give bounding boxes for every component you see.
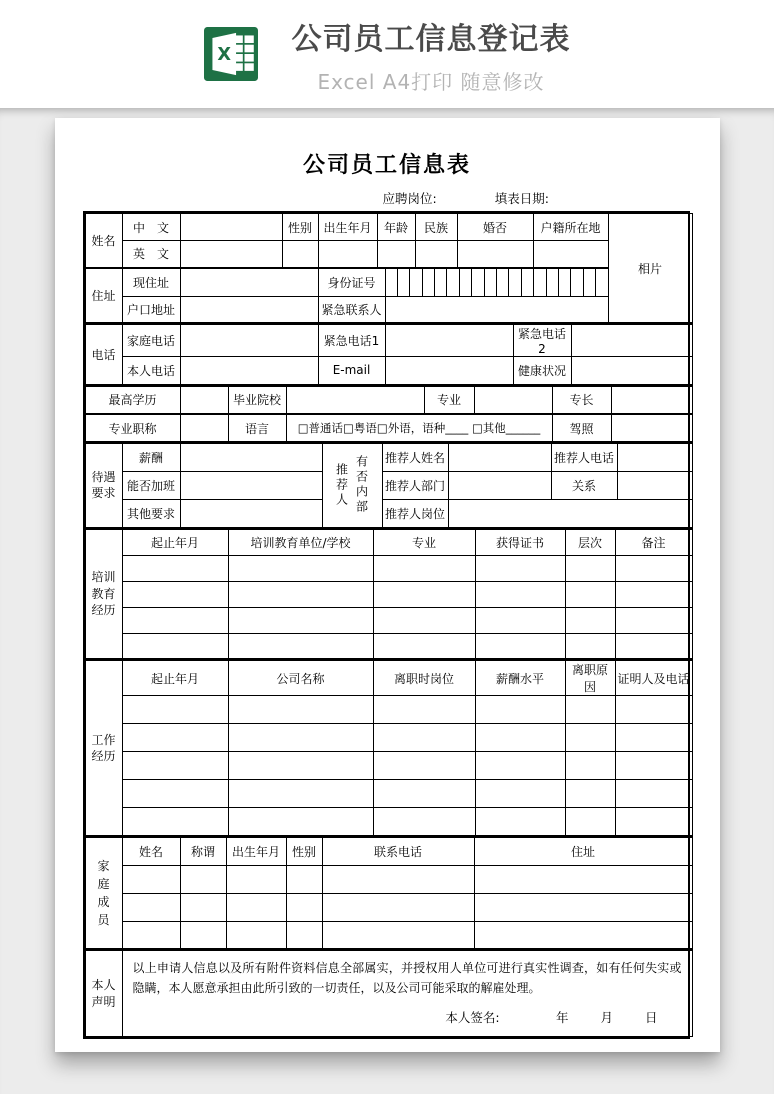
month-label: 月 [600,1009,613,1025]
work-empty-row [85,808,692,836]
work-empty-row [85,780,692,808]
id-digit-box [558,269,570,296]
work-empty-row [85,724,692,752]
label-address-group: 住址 [85,268,122,324]
blank-major [474,386,552,414]
blank-driver-license [611,414,692,442]
label-birth: 出生年月 [318,214,377,241]
section-name-address [85,213,693,324]
photo-cell: 相片 [608,214,692,324]
blank-school [286,386,424,414]
label-professional-title: 专业职称 [85,414,180,442]
label-school: 毕业院校 [228,386,286,414]
label-emergency-phone1: 紧急电话1 [318,325,385,357]
year-label: 年 [555,1009,569,1025]
family-header-relation: 称谓 [180,837,226,865]
id-digit-box [496,269,508,296]
label-registry: 户籍所在地 [533,214,608,241]
a4-page [55,118,720,1052]
label-home-phone: 家庭电话 [122,325,180,357]
blank-referrer-dept [448,472,551,500]
blank-emergency-phone1 [385,325,513,357]
work-header-reason: 离职原因 [565,661,615,696]
signature-row [133,1008,682,1026]
section-declaration [85,950,693,1037]
work-header-reference: 证明人及电话 [615,661,692,696]
label-gender: 性别 [282,214,318,241]
training-header-cert: 获得证书 [475,529,565,555]
id-digit-box [533,269,545,296]
blank-home-phone [180,325,318,357]
form-title: 公司员工信息表 [302,153,471,178]
training-empty-row [85,555,692,581]
family-empty-row [85,921,692,949]
blank-health [571,357,692,385]
family-header-phone: 联系电话 [322,837,474,865]
blank-relation [617,472,692,500]
label-married: 婚否 [457,214,533,241]
label-referrer-dept: 推荐人部门 [382,472,448,500]
section-family [85,837,693,951]
excel-icon [204,27,258,81]
label-training-group: 培训教育经历 [85,529,122,659]
section-training [85,529,693,661]
training-empty-row [85,581,692,607]
label-health: 健康状况 [513,357,571,385]
label-work-group: 工作经历 [85,661,122,836]
label-major: 专业 [424,386,474,414]
training-header-school: 培训教育单位/学校 [228,529,373,555]
blank-other-requirement [180,500,322,528]
id-number-boxes [386,269,608,296]
meta-row [83,189,692,207]
label-referrer-phone: 推荐人电话 [551,444,617,472]
label-name-cn: 中 文 [122,214,180,241]
excel-icon-letter: X [216,44,231,65]
section-expectation [85,443,693,529]
label-referrer [322,444,382,528]
employee-form-table [83,211,690,1039]
label-ethnic: 民族 [415,214,457,241]
blank-birth [318,241,377,268]
label-referrer-post: 推荐人岗位 [382,500,448,528]
id-digit-box [484,269,496,296]
signature-label: 本人签名: [445,1009,500,1025]
label-emergency-contact: 紧急联系人 [318,296,385,323]
label-driver-license: 驾照 [552,414,611,442]
family-header-name: 姓名 [122,837,180,865]
section-education [85,386,693,444]
id-digit-box [386,269,397,296]
language-options: □普通话□粤语□外语，语种____ □其他______ [286,414,552,442]
work-header-salary: 薪酬水平 [475,661,565,696]
label-name-group: 姓名 [85,214,122,268]
blank-email [385,357,513,385]
blank-highest-education [180,386,228,414]
label-referrer-name: 推荐人姓名 [382,444,448,472]
label-phone-group: 电话 [85,325,122,385]
label-email: E-mail [318,357,385,385]
blank-emergency-contact [385,296,608,323]
label-hukou-address: 户口地址 [122,296,180,323]
label-specialty: 专长 [552,386,611,414]
blank-hukou-address [180,296,318,323]
label-emergency-phone2: 紧急电话2 [513,325,571,357]
id-number-cell [385,268,608,297]
id-digit-box [434,269,446,296]
fill-date-label: 填表日期: [494,191,549,206]
blank-current-address [180,268,318,297]
id-digit-box [583,269,595,296]
label-family-group: 家庭成员 [85,837,122,949]
blank-name-en [180,241,282,268]
training-header-major: 专业 [373,529,475,555]
family-header-birth: 出生年月 [226,837,286,865]
blank-overtime [180,472,322,500]
label-age: 年龄 [377,214,415,241]
blank-own-phone [180,357,318,385]
id-digit-box [595,269,607,296]
blank-gender [282,241,318,268]
section-work [85,660,693,837]
label-language: 语言 [228,414,286,442]
label-name-en: 英 文 [122,241,180,268]
id-digit-box [409,269,421,296]
blank-salary [180,444,322,472]
label-other-requirement: 其他要求 [122,500,180,528]
label-expectation-group: 待遇要求 [85,444,122,528]
id-digit-box [471,269,483,296]
training-empty-row [85,633,692,659]
blank-married [457,241,533,268]
banner-title: 公司员工信息登记表 [291,21,571,57]
family-header-gender: 性别 [286,837,322,865]
id-digit-box [422,269,434,296]
label-id-number: 身份证号 [318,268,385,297]
label-own-phone: 本人电话 [122,357,180,385]
training-header-period: 起止年月 [122,529,228,555]
blank-ethnic [415,241,457,268]
declaration-content [122,951,692,1037]
section-phone [85,324,693,386]
id-digit-box [459,269,471,296]
training-header-level: 层次 [565,529,615,555]
blank-referrer-post [448,500,692,528]
family-header-address: 住址 [474,837,692,865]
training-header-note: 备注 [615,529,692,555]
training-empty-row [85,607,692,633]
work-header-post: 离职时岗位 [373,661,475,696]
id-digit-box [397,269,409,296]
day-label: 日 [644,1009,658,1025]
label-current-address: 现住址 [122,268,180,297]
apply-position-label: 应聘岗位: [382,191,437,206]
family-empty-row [85,893,692,921]
blank-registry [533,241,608,268]
family-empty-row [85,865,692,893]
label-relation: 关系 [551,472,617,500]
blank-emergency-phone2 [571,325,692,357]
preview-stage [0,108,774,1094]
id-digit-box [570,269,582,296]
blank-age [377,241,415,268]
internal-vertical-text: 有否内部 [354,455,369,516]
label-overtime: 能否加班 [122,472,180,500]
blank-referrer-name [448,444,551,472]
work-empty-row [85,696,692,724]
referrer-vertical-text: 推荐人 [334,462,349,508]
id-digit-box [508,269,520,296]
label-salary: 薪酬 [122,444,180,472]
work-empty-row [85,752,692,780]
blank-referrer-phone [617,444,692,472]
blank-specialty [611,386,692,414]
id-digit-box [446,269,458,296]
label-declaration-group: 本人声明 [85,951,122,1037]
banner-subtitle: Excel A4打印 随意修改 [317,69,545,94]
header-banner [0,0,774,108]
blank-professional-title [180,414,228,442]
id-digit-box [546,269,558,296]
blank-name-cn [180,214,282,241]
declaration-text: 以上申请人信息以及所有附件资料信息全部属实，并授权用人单位可进行真实性调查，如有任何失实或隐瞒，本人愿意承担由此所引致的一切责任，以及公司可能采取的解雇处理。 [132,961,682,995]
work-header-company: 公司名称 [228,661,373,696]
label-highest-education: 最高学历 [85,386,180,414]
id-digit-box [521,269,533,296]
work-header-period: 起止年月 [122,661,228,696]
